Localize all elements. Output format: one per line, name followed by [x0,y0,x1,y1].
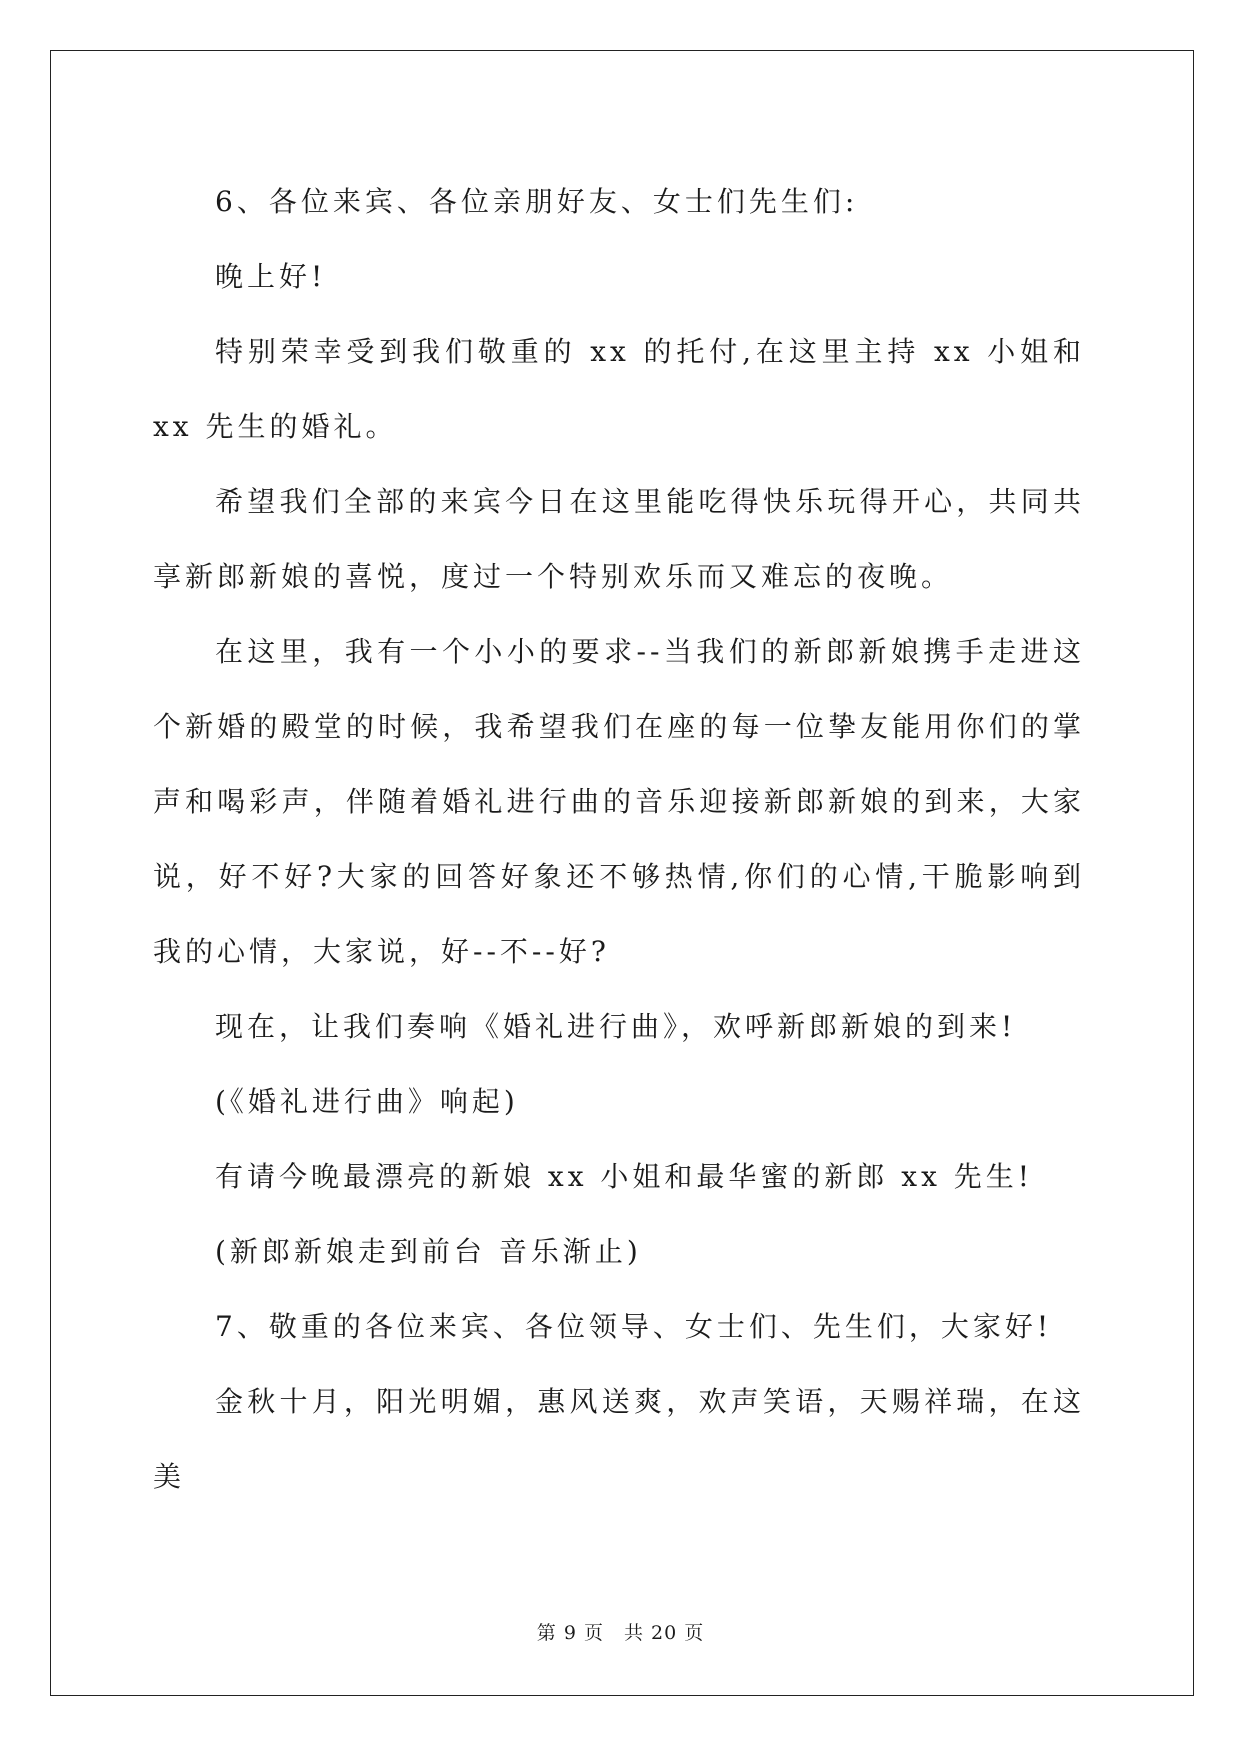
paragraph: 特别荣幸受到我们敬重的 xx 的托付,在这里主持 xx 小姐和 xx 先生的婚礼。 [153,335,1098,443]
paragraph: 现在，让我们奏响《婚礼进行曲》，欢呼新郎新娘的到来! [215,1010,1017,1043]
paragraph: (新郎新娘走到前台 音乐渐止) [215,1235,642,1268]
paragraph: 6、各位来宾、各位亲朋好友、女士们先生们: [215,185,859,218]
document-body [153,164,1098,1514]
paragraph: 晚上好! [215,260,327,293]
paragraph: 在这里，我有一个小小的要求--当我们的新郎新娘携手走进这个新婚的殿堂的时候，我希望我们在座的每一位挚友能用你们的掌声和喝彩声，伴随着婚礼进行曲的音乐迎接新郎新娘的到来，大家说，好不好?大家的回答好象还不够热情,你们的心情,干脆影响到我的心情，大家说，好--不--好? [153,635,1085,968]
paragraph: (《婚礼进行曲》响起) [215,1085,519,1118]
page-number-footer: 第 9 页 共 20 页 [536,1622,705,1644]
paragraph: 金秋十月，阳光明媚，惠风送爽，欢声笑语，天赐祥瑞，在这美 [153,1385,1085,1493]
paragraph: 7、敬重的各位来宾、各位领导、女士们、先生们，大家好! [215,1310,1053,1343]
paragraph: 希望我们全部的来宾今日在这里能吃得快乐玩得开心，共同共享新郎新娘的喜悦，度过一个特别欢乐而又难忘的夜晚。 [153,485,1085,593]
paragraph: 有请今晚最漂亮的新娘 xx 小姐和最华蜜的新郎 xx 先生! [215,1160,1034,1193]
